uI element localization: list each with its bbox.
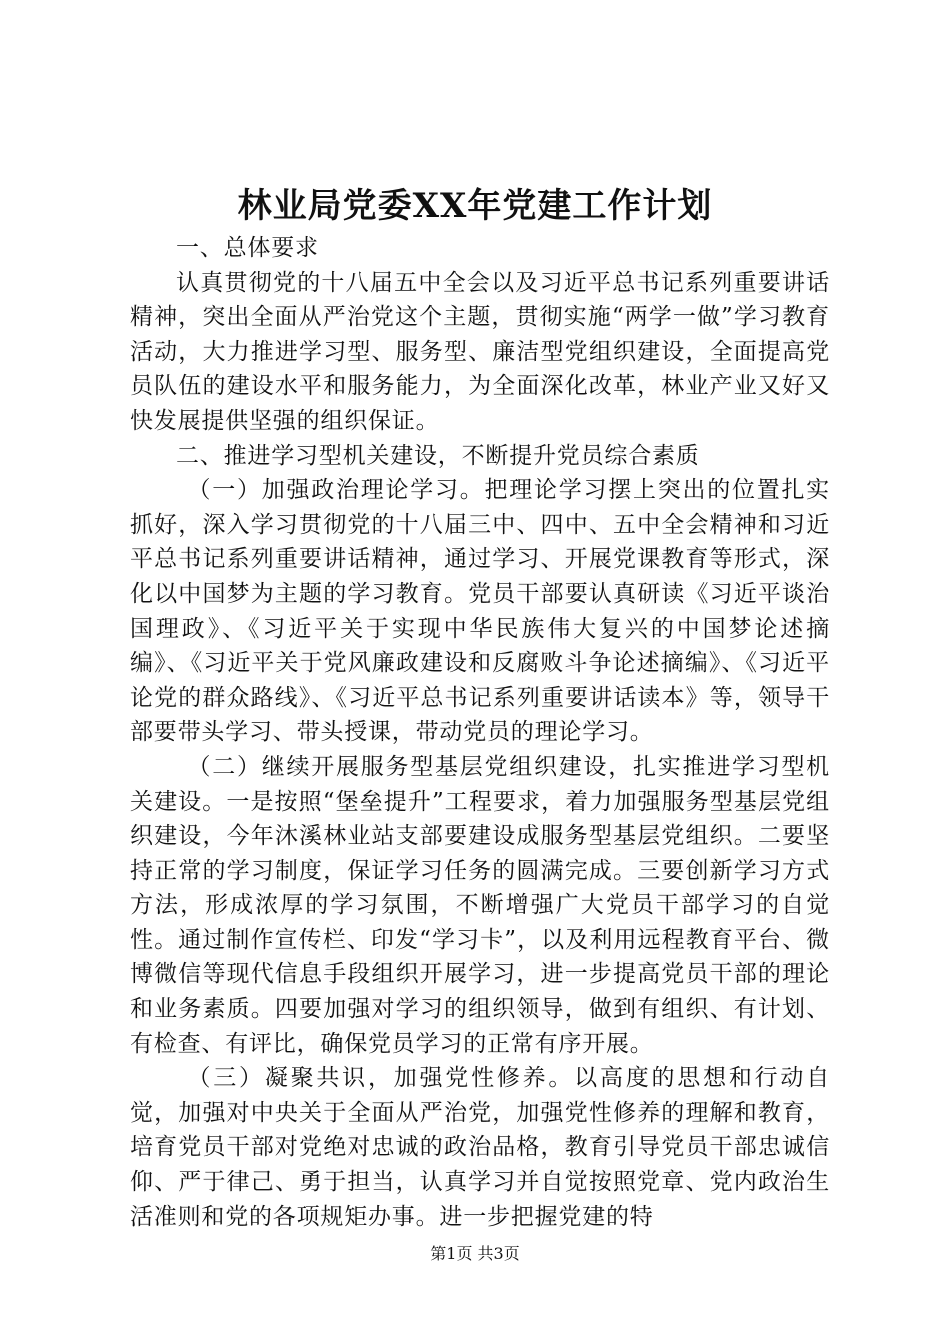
document-body (130, 231, 830, 1234)
body-paragraph: （一）加强政治理论学习。把理论学习摆上突出的位置扎实抓好，深入学习贯彻党的十八届三中、四中、五中全会精神和习近平总书记系列重要讲话精神，通过学习、开展党课教育等形式，深化以中国梦为主题的学习教育。党员干部要认真研读《习近平谈治国理政》、《习近平关于实现中华民族伟大复兴的中国梦论述摘编》、《习近平关于党风廉政建设和反腐败斗争论述摘编》、《习近平论党的群众路线》、《习近平总书记系列重要讲话读本》等，领导干部要带头学习、带头授课，带动党员的理论学习。 (130, 477, 830, 746)
body-paragraph: 认真贯彻党的十八届五中全会以及习近平总书记系列重要讲话精神，突出全面从严治党这个主题，贯彻实施“两学一做”学习教育活动，大力推进学习型、服务型、廉洁型党组织建设，全面提高党员队伍的建设水平和服务能力，为全面深化改革，林业产业又好又快发展提供坚强的组织保证。 (130, 269, 830, 434)
body-paragraph: （三）凝聚共识，加强党性修养。以高度的思想和行动自觉，加强对中央关于全面从严治党，加强党性修养的理解和教育，培育党员干部对党绝对忠诚的政治品格，教育引导党员干部忠诚信仰、严于律己、勇于担当，认真学习并自觉按照党章、党内政治生活准则和党的各项规矩办事。进一步把握党建的特 (130, 1065, 830, 1230)
section-heading: 一、总体要求 (176, 235, 319, 261)
section-heading: 二、推进学习型机关建设，不断提升党员综合素质 (176, 442, 700, 469)
page-footer: 第1页 共3页 (430, 1244, 520, 1263)
document-title: 林业局党委XX年党建工作计划 (237, 186, 713, 226)
body-paragraph: （二）继续开展服务型基层党组织建设，扎实推进学习型机关建设。一是按照“堡垒提升”工程要求，着力加强服务型基层党组织建设，今年沐溪林业站支部要建设成服务型基层党组织。二要坚持正常的学习制度，保证学习任务的圆满完成。三要创新学习方式方法，形成浓厚的学习氛围，不断增强广大党员干部学习的自觉性。通过制作宣传栏、印发“学习卡”，以及利用远程教育平台、微博微信等现代信息手段组织开展学习，进一步提高党员干部的理论和业务素质。四要加强对学习的组织领导，做到有组织、有计划、有检查、有评比，确保党员学习的正常有序开展。 (130, 753, 830, 1057)
